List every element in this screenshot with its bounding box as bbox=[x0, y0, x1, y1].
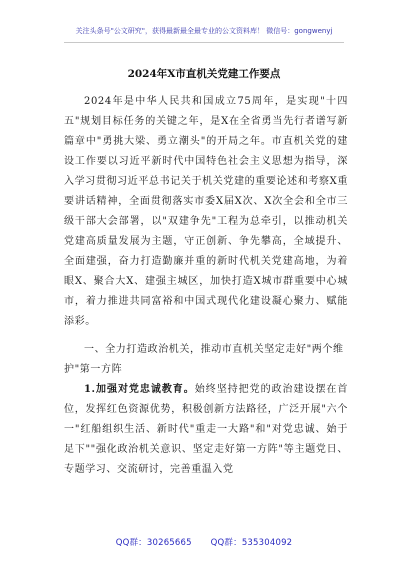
intro-paragraph: 2024年是中华人民共和国成立75周年，是实现"十四五"规划目标任务的关键之年，是X在全省勇当先行者谱写新篇章中"勇挑大梁、勇立潮头"的开局之年。市直机关党的建设工作要以习近平新时代中国特色社会主义思想为指导，深入学习贯彻习近平总书记关于机关党建的重要论述和考察X重要讲话精神，全面贯彻落实市委X届X次、X次全会和全市三级干部大会部署，以"双建争先"工程为总牵引，以推动机关党建高质量发展为主题，守正创新、争先攀高，全域提升、全面建强，奋力打造勤廉并重的新时代机关党建高地，为着眼X、聚合大X、建强主城区，加快打造X城市群重要中心城市，着力推进共同富裕和中国式现代化建设凝心聚力、赋能添彩。 bbox=[64, 96, 348, 327]
document-body bbox=[64, 92, 348, 480]
footer-qq-group-1: QQ群：30265665 bbox=[115, 538, 192, 548]
header-banner: 关注头条号"公文研究"，获得最新最全最专业的公文资料库！ 微信号：gongwenyj bbox=[75, 27, 333, 35]
subsection-paragraph bbox=[64, 380, 348, 480]
footer-qq-group-2: QQ群：535304092 bbox=[210, 538, 293, 548]
header-divider bbox=[64, 42, 344, 43]
subsection-lead: 1.加强对党忠诚教育。 bbox=[84, 384, 195, 395]
section-heading: 一、全力打造政治机关，推动市直机关坚定走好"两个维护"第一方阵 bbox=[64, 344, 344, 375]
subsection-body: 始终坚持把党的政治建设摆在首位，发挥红色资源优势，积极创新方法路径，广泛开展"六个一"红船组织生活、新时代"重走一大路"和"对党忠诚、始于足下""强化政治机关意识、坚定走好第一方阵"等主题党日、专题学习、交流研讨，完善重温入党 bbox=[64, 384, 348, 475]
footer-contact bbox=[0, 536, 408, 548]
document-title: 2024年X市直机关党建工作要点 bbox=[127, 68, 281, 80]
